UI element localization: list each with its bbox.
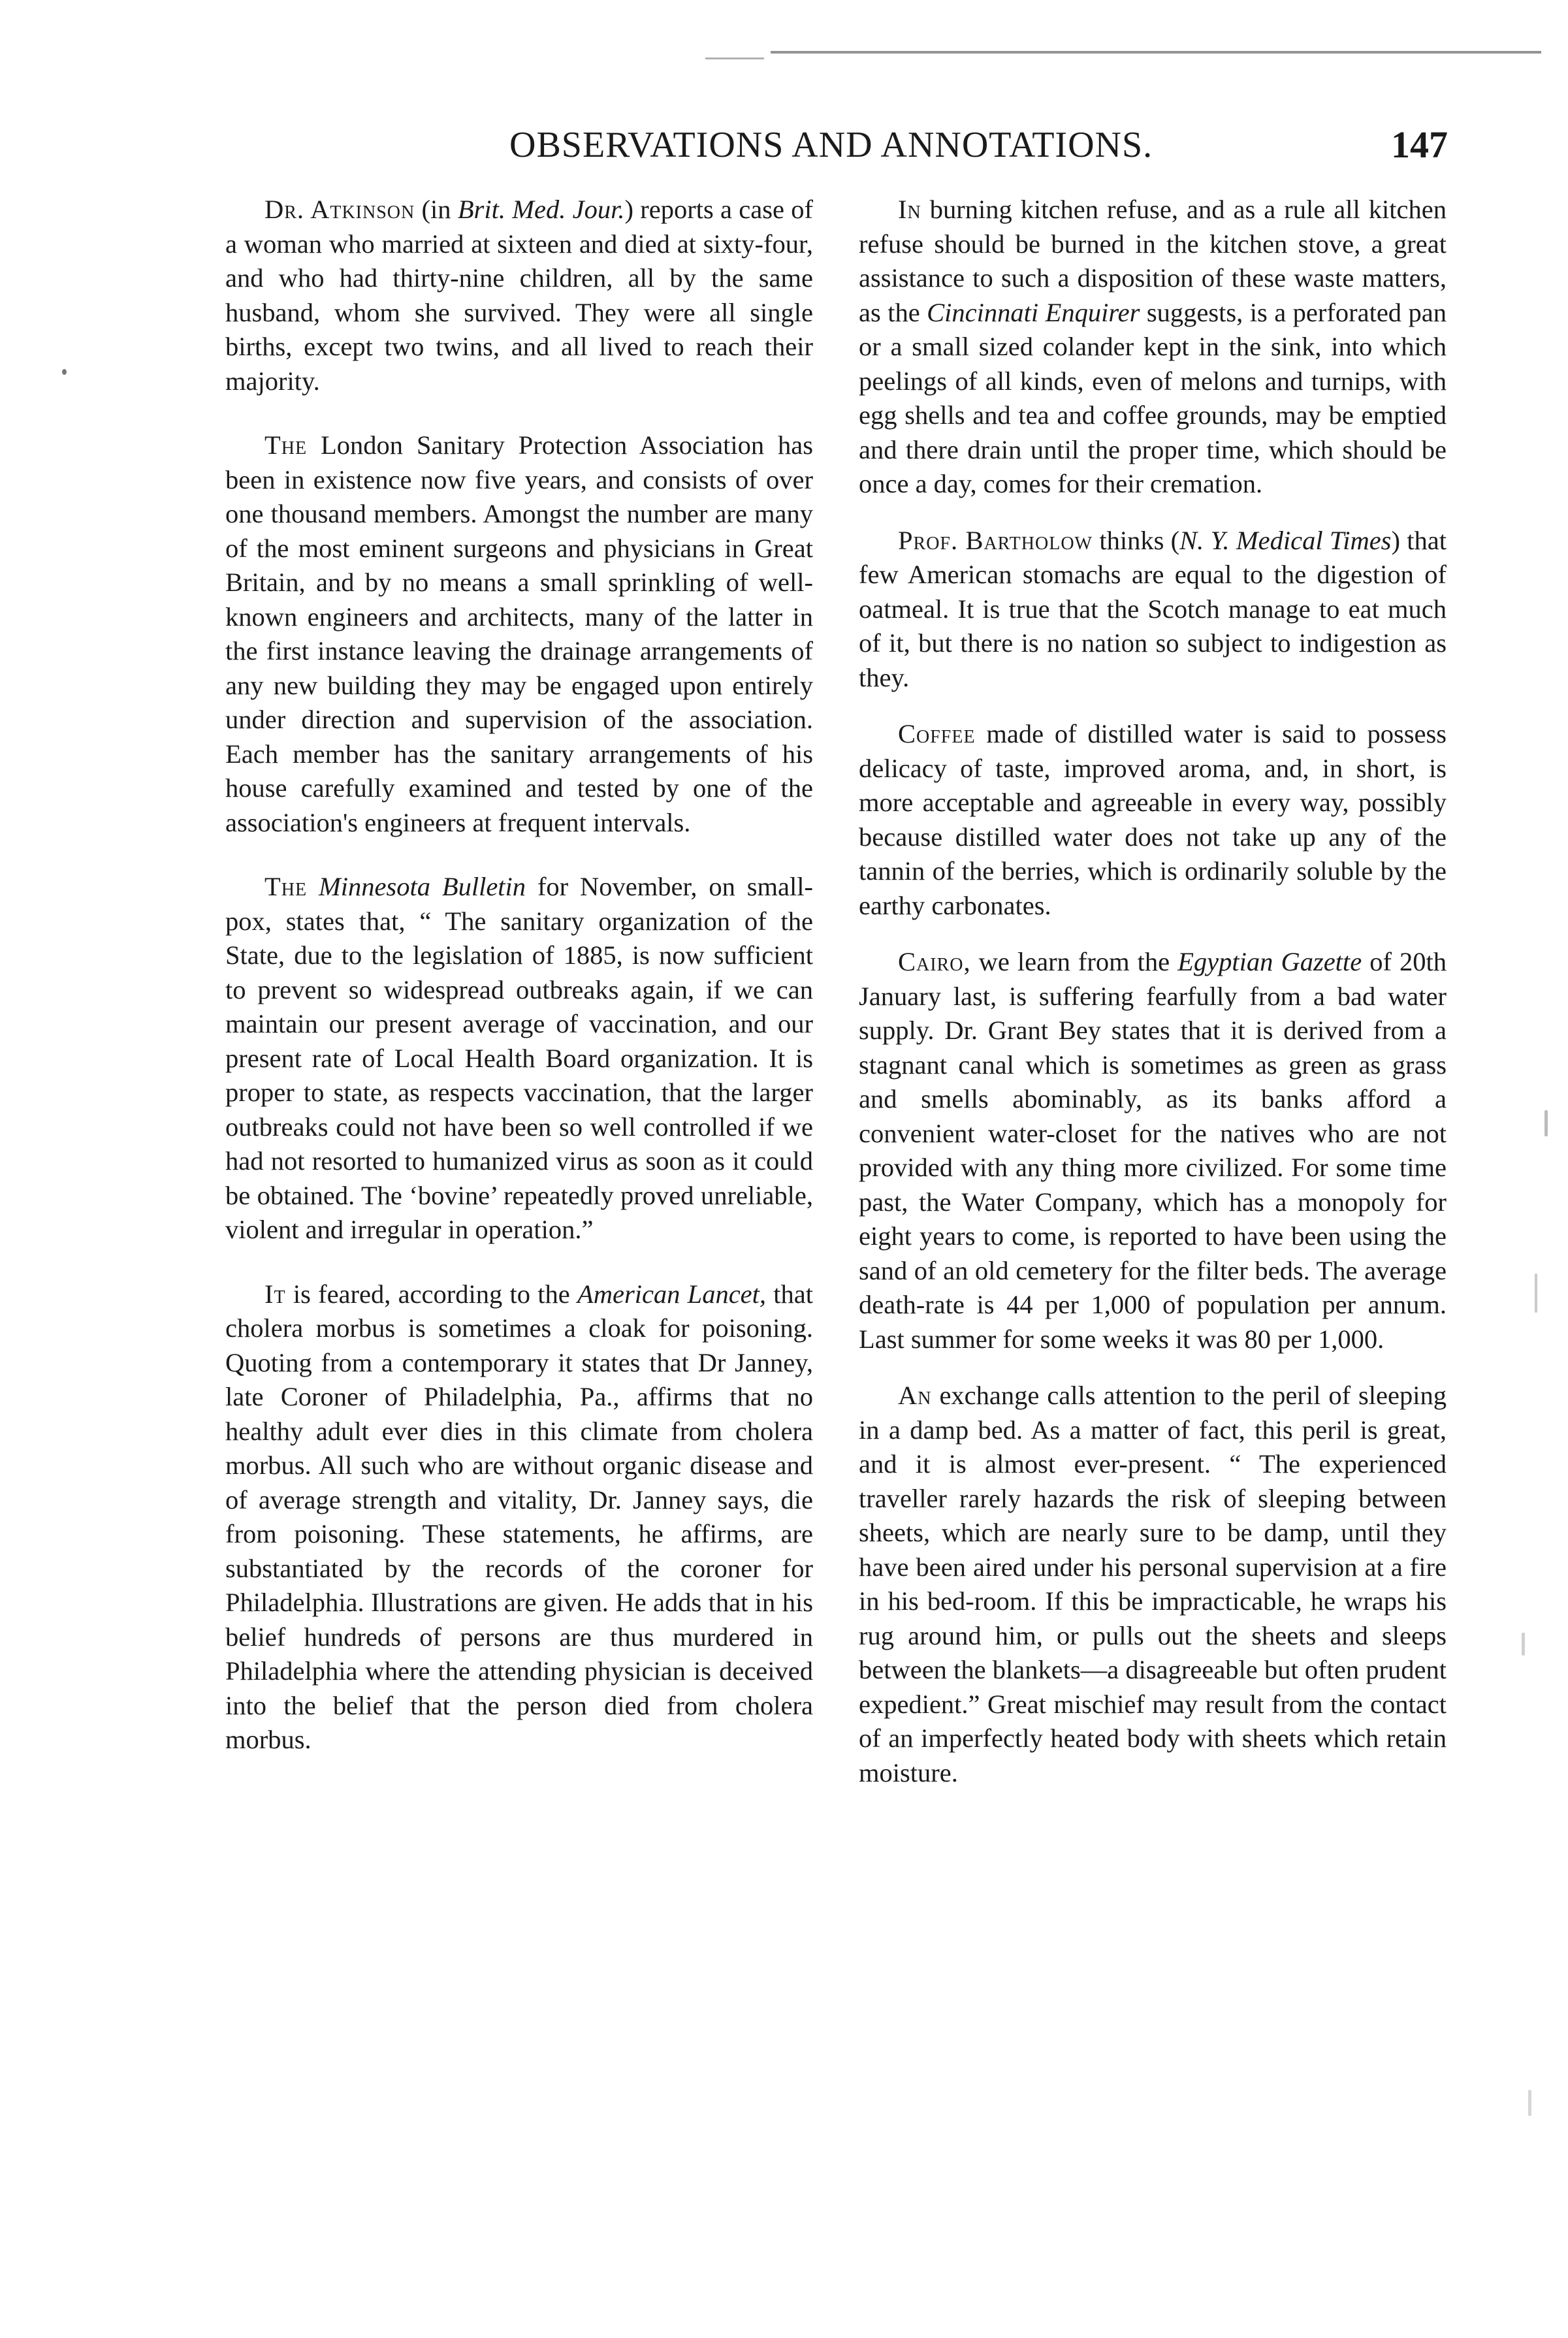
paragraph-kitchen-refuse xyxy=(859,193,1447,502)
print-speck xyxy=(1535,1273,1537,1313)
lead-words: An xyxy=(898,1381,932,1410)
paragraph-minnesota-bulletin xyxy=(225,870,813,1247)
paragraph-bartholow xyxy=(859,524,1447,696)
paragraph-atkinson xyxy=(225,193,813,398)
lead-words: It xyxy=(264,1279,286,1309)
paragraph-text: thinks ( xyxy=(1092,525,1180,555)
source-title: Egyptian Gazette xyxy=(1177,947,1362,976)
lead-words: In xyxy=(898,195,921,224)
paragraph-text: suggests, is a perforated pan or a small sized colander kept in the sink, into which peelings of all kinds, even of melons and turnips, with egg shells and tea and coffee grounds, may be emptied and there drain until the proper time, which should be once a day, comes for their cremation. xyxy=(859,297,1447,498)
paragraph-cholera-morbus xyxy=(225,1277,813,1757)
paragraph-damp-bed xyxy=(859,1379,1447,1790)
top-rule xyxy=(771,51,1541,54)
print-speck xyxy=(1522,1633,1525,1656)
page-number: 147 xyxy=(1391,123,1448,166)
paragraph-text: ) reports a case of a woman who married at sixteen and died at sixty-four, and who had thirty-nine children, all by the same husband, whom she survived. They were all single births, except two twins, and all lived to reach their majority. xyxy=(225,195,813,396)
source-title: American Lancet, xyxy=(577,1279,767,1309)
page-header xyxy=(0,124,1568,176)
paragraph-london-sanitary xyxy=(225,428,813,840)
lead-words: The xyxy=(264,872,308,901)
top-rule-short xyxy=(705,57,764,59)
print-speck xyxy=(62,369,67,375)
paragraph-cairo xyxy=(859,945,1447,1356)
paragraph-text: (in xyxy=(415,195,458,224)
paragraph-text: is feared, according to the xyxy=(285,1279,577,1309)
paragraph-text: made of distilled water is said to possess delicacy of taste, improved aroma, and, in short, is more acceptable and agreeable in every way, possibly because distilled water does not take up any of the tannin of the berries, which is ordinarily soluble by the earthy carbonates. xyxy=(859,719,1447,920)
paragraph-coffee xyxy=(859,717,1447,923)
paragraph-text: of 20th January last, is suffering fearfully from a bad water supply. Dr. Grant Bey states that it is derived from a stagnant canal which is sometimes as green as grass and smells abominably, as its banks afford a convenient water-closet for the natives who are not provided with any thing more civilized. For some time past, the Water Company, which has a monopoly for eight years to come, is reported to have been using the sand of an old cemetery for the filter beds. The average death-rate is 44 per 1,000 of population per annum. Last summer for some weeks it was 80 per 1,000. xyxy=(859,947,1447,1354)
paragraph-text: London Sanitary Protection Association has been in existence now five years, and consists of over one thousand members. Amongst the number are many of the most eminent surgeons and physicians in Great Britain, and by no means a small sprinkling of well-known engineers and architects, many of the latter in the first instance leaving the drainage arrangements of any new building they may be engaged upon entirely under direction and supervision of the association. Each member has the sanitary arrangements of his house carefully examined and tested by one of the association's engineers at frequent intervals. xyxy=(225,430,813,837)
print-speck xyxy=(1544,1110,1548,1136)
source-title: N. Y. Medical Times xyxy=(1179,525,1392,555)
paragraph-text: exchange calls attention to the peril of sleeping in a damp bed. As a matter of fact, this peril is great, and it is almost ever-present. “ The experienced traveller rarely hazards the risk of sleeping between sheets, which are nearly sure to be damp, until they have been aired under his personal supervision at a fire in his bed-room. If this be impracticable, he wraps his rug around him, or pulls out the sheets and sleeps between the blankets—a disagreeable but often prudent expedient.” Great mischief may result from the contact of an imperfectly heated body with sheets which retain moisture. xyxy=(859,1381,1447,1787)
lead-words: Prof. Bartholow xyxy=(898,525,1093,555)
source-title: Cincinnati Enquirer xyxy=(927,297,1140,327)
lead-words: Cairo, xyxy=(898,947,971,976)
source-title: Brit. Med. Jour. xyxy=(457,195,625,224)
left-column xyxy=(225,193,813,1757)
paragraph-text: that cholera morbus is sometimes a cloak for poisoning. Quoting from a contemporary it states that Dr Janney, late Coroner of Philadelphia, Pa., affirms that no healthy adult ever dies in this climate from cholera morbus. All such who are without organic disease and of average strength and vitality, Dr. Janney says, die from poisoning. These statements, he affirms, are substantiated by the records of the coroner for Philadelphia. Illustrations are given. He adds that in his belief hundreds of persons are thus murdered in Philadelphia where the attending physician is deceived into the belief that the person died from cholera morbus. xyxy=(225,1279,814,1754)
print-speck xyxy=(1528,2090,1531,2116)
lead-words: Dr. Atkinson xyxy=(264,195,415,224)
right-column xyxy=(859,193,1447,1790)
source-title: Minnesota Bulletin xyxy=(318,872,526,901)
paragraph-text: for November, on small-pox, states that, “ The sanitary organization of the State, due to the legislation of 1885, is now sufficient to prevent so widespread outbreaks again, if we can maintain our present average of vaccination, and our present rate of Local Health Board organization. It is proper to state, as respects vaccination, that the larger outbreaks could not have been so well controlled if we had not resorted to humanized virus as soon as it could be obtained. The ‘bovine’ repeatedly proved unreliable, violent and irregular in operation.” xyxy=(225,872,813,1244)
paragraph-text: burning kitchen refuse, and as a rule all kitchen refuse should be burned in the kitchen stove, a great assistance to such a disposition of these waste matters, as the xyxy=(859,195,1447,327)
lead-words: Coffee xyxy=(898,719,976,748)
paragraph-text: we learn from the xyxy=(970,947,1178,976)
paragraph-text: ) that few American stomachs are equal to the digestion of oatmeal. It is true that the Scotch manage to eat much of it, but there is no nation so subject to indigestion as they. xyxy=(859,525,1447,692)
lead-words: The xyxy=(264,430,308,460)
running-title: OBSERVATIONS AND ANNOTATIONS. xyxy=(509,125,1153,165)
